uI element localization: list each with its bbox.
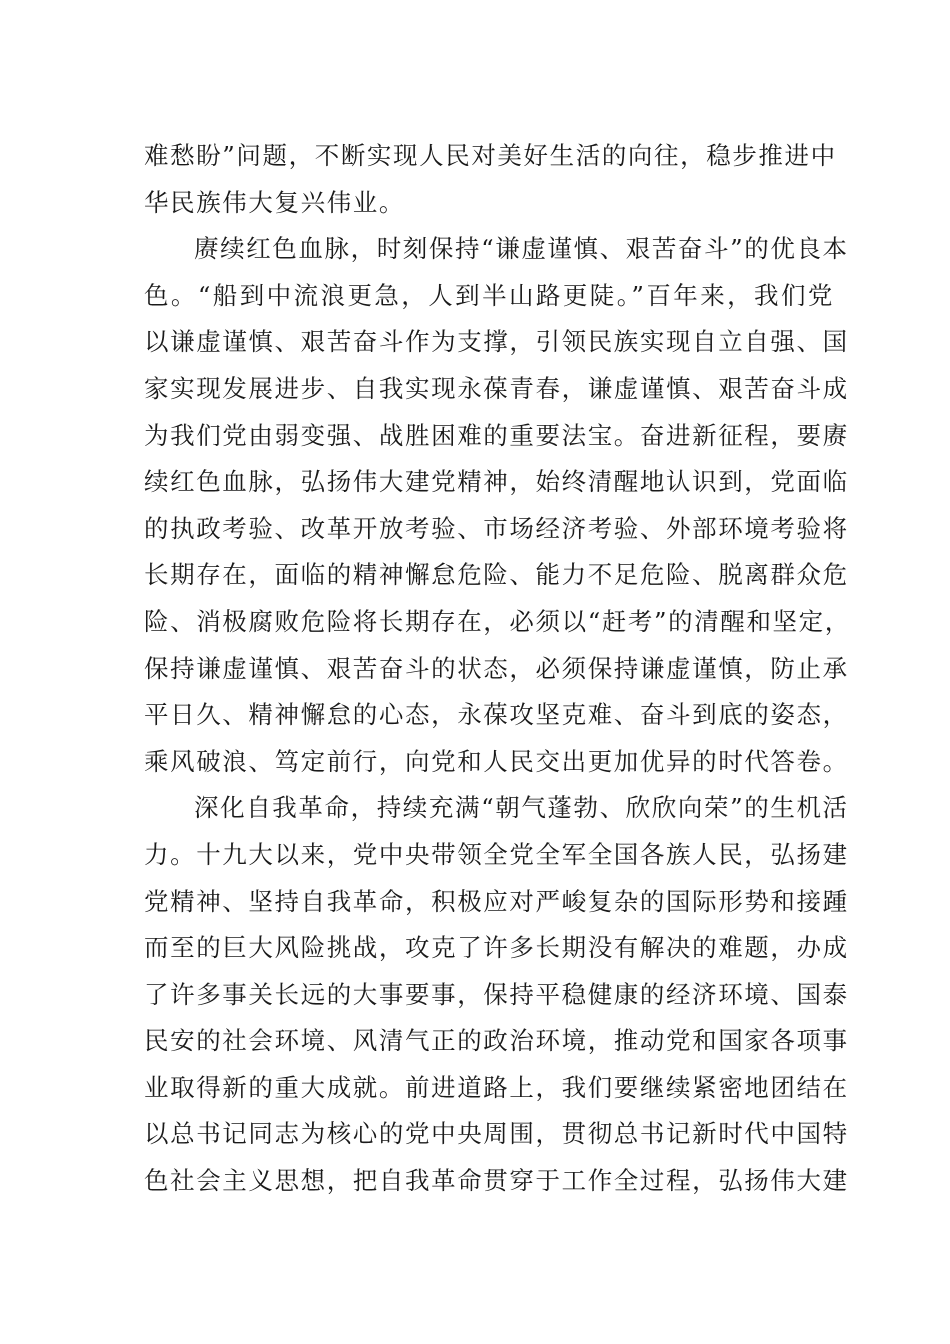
- text-line: 深化自我革命，持续充满“朝气蓬勃、欣欣向荣”的生机活: [194, 793, 849, 823]
- text-line: 以谦虚谨慎、艰苦奋斗作为支撑，引领民族实现自立自强、国: [144, 327, 849, 357]
- text-line: 色社会主义思想，把自我革命贯穿于工作全过程，弘扬伟大建: [144, 1166, 849, 1196]
- text-line: 的执政考验、改革开放考验、市场经济考验、外部环境考验将: [144, 513, 849, 543]
- text-line: 长期存在，面临的精神懈怠危险、能力不足危险、脱离群众危: [144, 560, 849, 590]
- text-line: 色。“船到中流浪更急，人到半山路更陡。”百年来，我们党: [144, 280, 834, 310]
- text-line: 赓续红色血脉，时刻保持“谦虚谨慎、艰苦奋斗”的优良本: [194, 234, 849, 264]
- text-line: 续红色血脉，弘扬伟大建党精神，始终清醒地认识到，党面临: [144, 467, 849, 497]
- text-line: 乘风破浪、笃定前行，向党和人民交出更加优异的时代答卷。: [144, 746, 849, 776]
- text-line: 华民族伟大复兴伟业。: [144, 187, 405, 217]
- text-line: 为我们党由弱变强、战胜困难的重要法宝。奋进新征程，要赓: [144, 420, 849, 450]
- text-line: 业取得新的重大成就。前进道路上，我们要继续紧密地团结在: [144, 1072, 849, 1102]
- text-line: 难愁盼”问题，不断实现人民对美好生活的向往，稳步推进中: [144, 141, 837, 170]
- text-line: 险、消极腐败危险将长期存在，必须以“赶考”的清醒和坚定，: [144, 606, 851, 636]
- text-line: 民安的社会环境、风清气正的政治环境，推动党和国家各项事: [144, 1026, 849, 1056]
- text-line: 保持谦虚谨慎、艰苦奋斗的状态，必须保持谦虚谨慎，防止承: [144, 653, 849, 683]
- text-line: 而至的巨大风险挑战，攻克了许多长期没有解决的难题，办成: [144, 933, 849, 963]
- text-line: 以总书记同志为核心的党中央周围，贯彻总书记新时代中国特: [144, 1119, 849, 1149]
- text-line: 平日久、精神懈怠的心态，永葆攻坚克难、奋斗到底的姿态，: [144, 700, 849, 730]
- text-line: 党精神、坚持自我革命，积极应对严峻复杂的国际形势和接踵: [144, 886, 849, 916]
- text-line: 家实现发展进步、自我实现永葆青春，谦虚谨慎、艰苦奋斗成: [144, 373, 849, 403]
- text-line: 了许多事关长远的大事要事，保持平稳健康的经济环境、国泰: [144, 979, 849, 1009]
- text-line: 力。十九大以来，党中央带领全党全军全国各族人民，弘扬建: [144, 839, 849, 869]
- body-text: [144, 133, 851, 1205]
